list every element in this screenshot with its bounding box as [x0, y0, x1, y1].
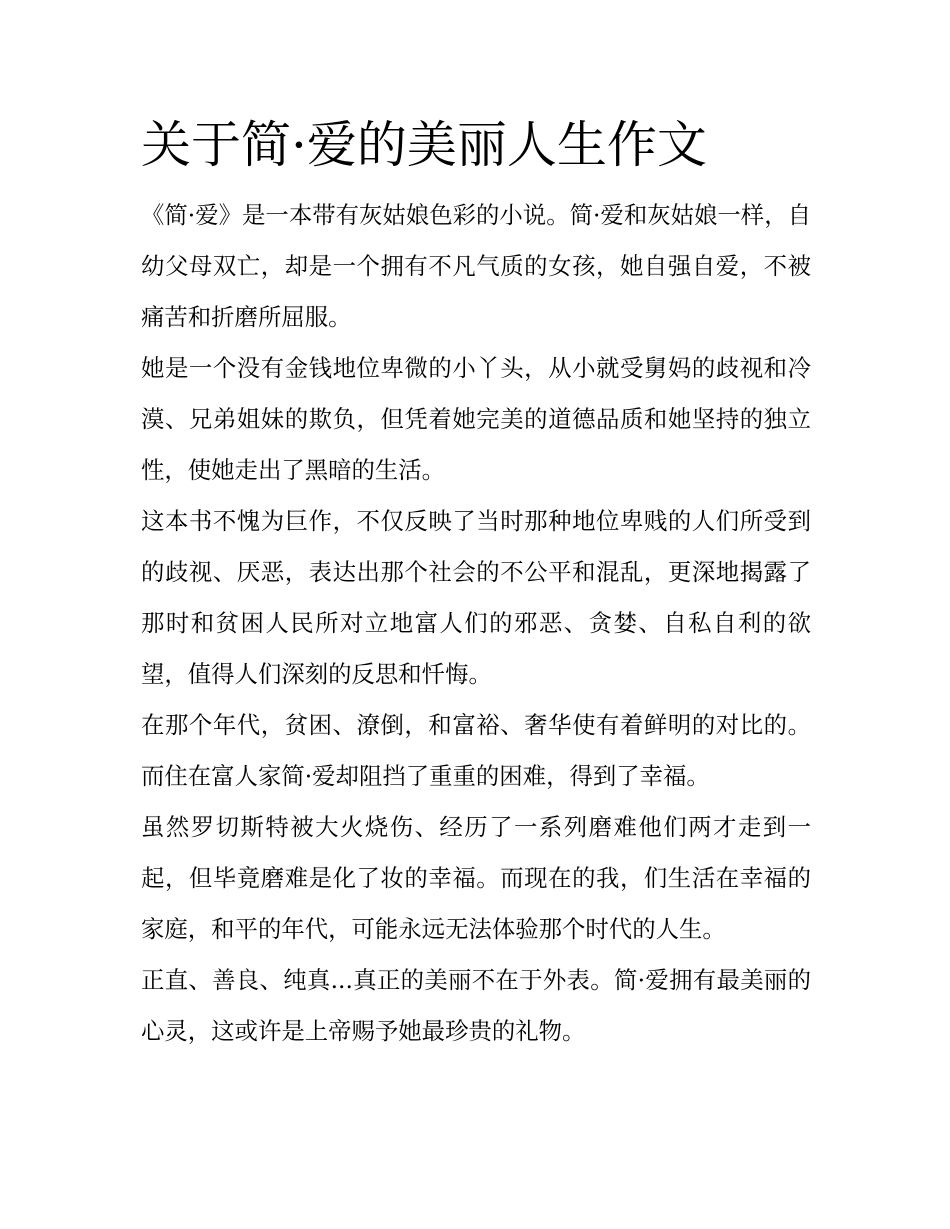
document-page: [141, 0, 811, 1057]
document-body: [141, 190, 811, 1057]
paragraph: 她是一个没有金钱地位卑微的小丫头，从小就受舅妈的歧视和冷漠、兄弟姐妹的欺负，但凭着她完美的道德品质和她坚持的独立性，使她走出了黑暗的生活。: [141, 354, 811, 484]
paragraph: 正直、善良、纯真...真正的美丽不在于外表。简·爱拥有最美丽的心灵，这或许是上帝赐予她最珍贵的礼物。: [141, 966, 811, 1045]
paragraph: 这本书不愧为巨作，不仅反映了当时那种地位卑贱的人们所受到的歧视、厌恶，表达出那个社会的不公平和混乱，更深地揭露了那时和贫困人民所对立地富人们的邪恶、贪婪、自私自利的欲望，值得人们深刻的反思和忏悔。: [141, 507, 811, 688]
paragraph: 在那个年代，贫困、潦倒，和富裕、奢华使有着鲜明的对比的。而住在富人家简·爱却阻挡了重重的困难，得到了幸福。: [141, 711, 811, 790]
paragraph: 《简·爱》是一本带有灰姑娘色彩的小说。简·爱和灰姑娘一样，自幼父母双亡，却是一个拥有不凡气质的女孩，她自强自爱，不被痛苦和折磨所屈服。: [141, 201, 811, 331]
document-title: 关于简·爱的美丽人生作文: [141, 116, 707, 174]
paragraph: 虽然罗切斯特被大火烧伤、经历了一系列磨难他们两才走到一起，但毕竟磨难是化了妆的幸福。而现在的我，们生活在幸福的家庭，和平的年代，可能永远无法体验那个时代的人生。: [141, 813, 811, 943]
